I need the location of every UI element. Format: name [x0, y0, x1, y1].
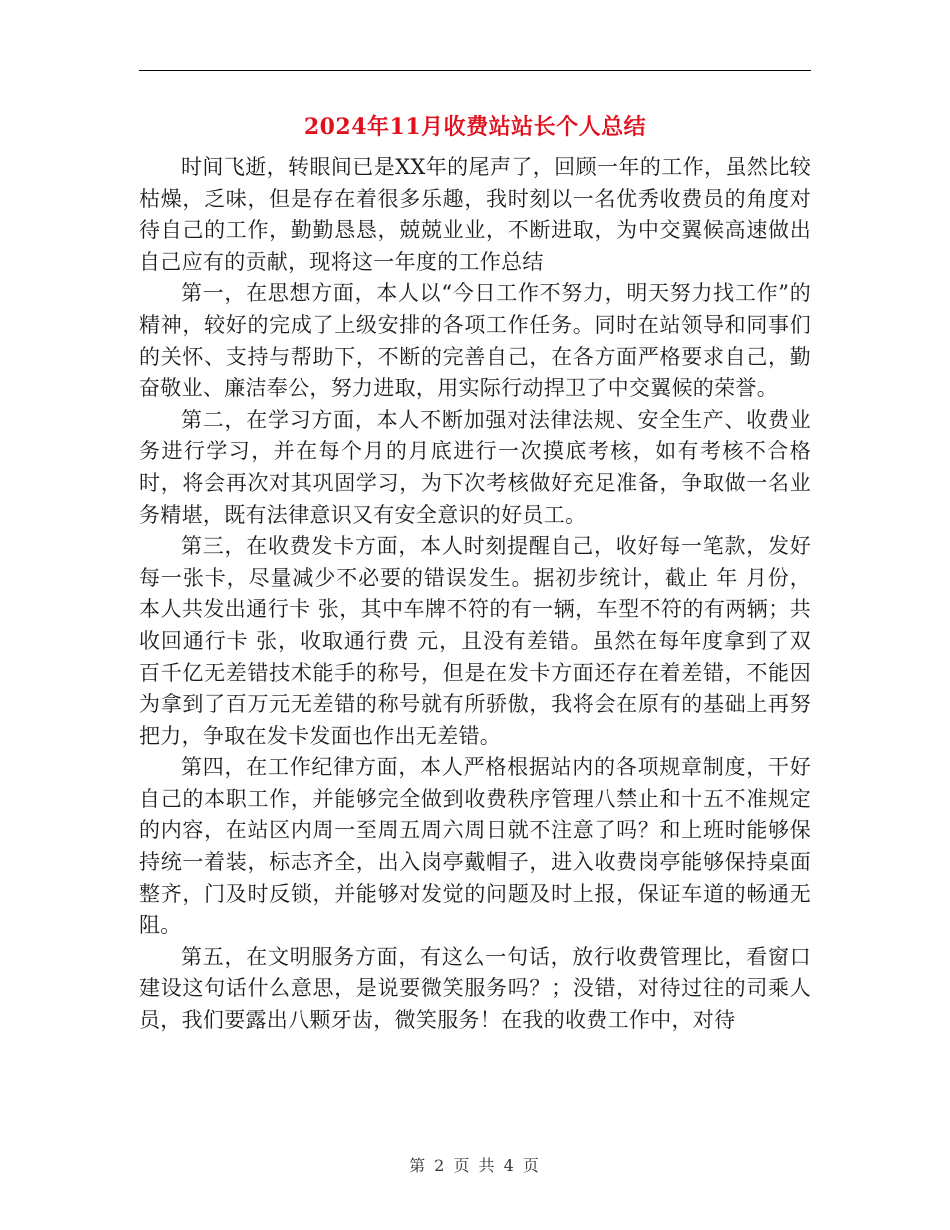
paragraph-card-issuing: 第三，在收费发卡方面，本人时刻提醒自己，收好每一笔款，发好每一张卡，尽量减少不必要的错误发生。据初步统计，截止 年 月份，本人共发出通行卡 张，其中车牌不符的有一辆，车型不符的有两辆；共收回通行卡 张，收取通行费 元，且没有差错。虽然在每年度拿到了双百千亿无差错技术能手的称号，但是在发卡方面还存在着差错，不能因为拿到了百万元无差错的称号就有所骄傲，我将会在原有的基础上再努把力，争取在发卡发面也作出无差错。	[139, 534, 811, 748]
paragraph-intro: 时间飞逝，转眼间已是XX年的尾声了，回顾一年的工作，虽然比较枯燥，乏味，但是存在着很多乐趣，我时刻以一名优秀收费员的角度对待自己的工作，勤勤恳恳，兢兢业业，不断进取，为中交翼候高速做出自己应有的贡献，现将这一年度的工作总结	[139, 155, 811, 274]
page-number: 第 2 页 共 4 页	[409, 1156, 541, 1175]
header-rule	[139, 70, 811, 71]
paragraph-thought: 第一，在思想方面，本人以“今日工作不努力，明天努力找工作”的精神，较好的完成了上级安排的各项工作任务。同时在站领导和同事们的关怀、支持与帮助下，不断的完善自己，在各方面严格要求自己，勤奋敬业、廉洁奉公，努力进取，用实际行动捍卫了中交翼候的荣誉。	[139, 281, 811, 401]
paragraph-discipline: 第四，在工作纪律方面，本人严格根据站内的各项规章制度，干好自己的本职工作，并能够完全做到收费秩序管理八禁止和十五不准规定的内容，在站区内周一至周五周六周日就不注意了吗？和上班时能够保持统一着装，标志齐全，出入岗亭戴帽子，进入收费岗亭能够保持桌面整齐，门及时反锁，并能够对发觉的问题及时上报，保证车道的畅通无阻。	[139, 755, 811, 938]
document-title: 2024年11月收费站站长个人总结	[303, 114, 647, 140]
document-body	[139, 152, 811, 1037]
paragraph-study: 第二，在学习方面，本人不断加强对法律法规、安全生产、收费业务进行学习，并在每个月的月底进行一次摸底考核，如有考核不合格时，将会再次对其巩固学习，为下次考核做好充足准备，争取做一名业务精堪，既有法律意识又有安全意识的好员工。	[139, 407, 811, 527]
paragraph-service: 第五，在文明服务方面，有这么一句话，放行收费管理比，看窗口建设这句话什么意思，是说要微笑服务吗？；没错，对待过往的司乘人员，我们要露出八颗牙齿，微笑服务！在我的收费工作中，对待	[139, 944, 811, 1033]
